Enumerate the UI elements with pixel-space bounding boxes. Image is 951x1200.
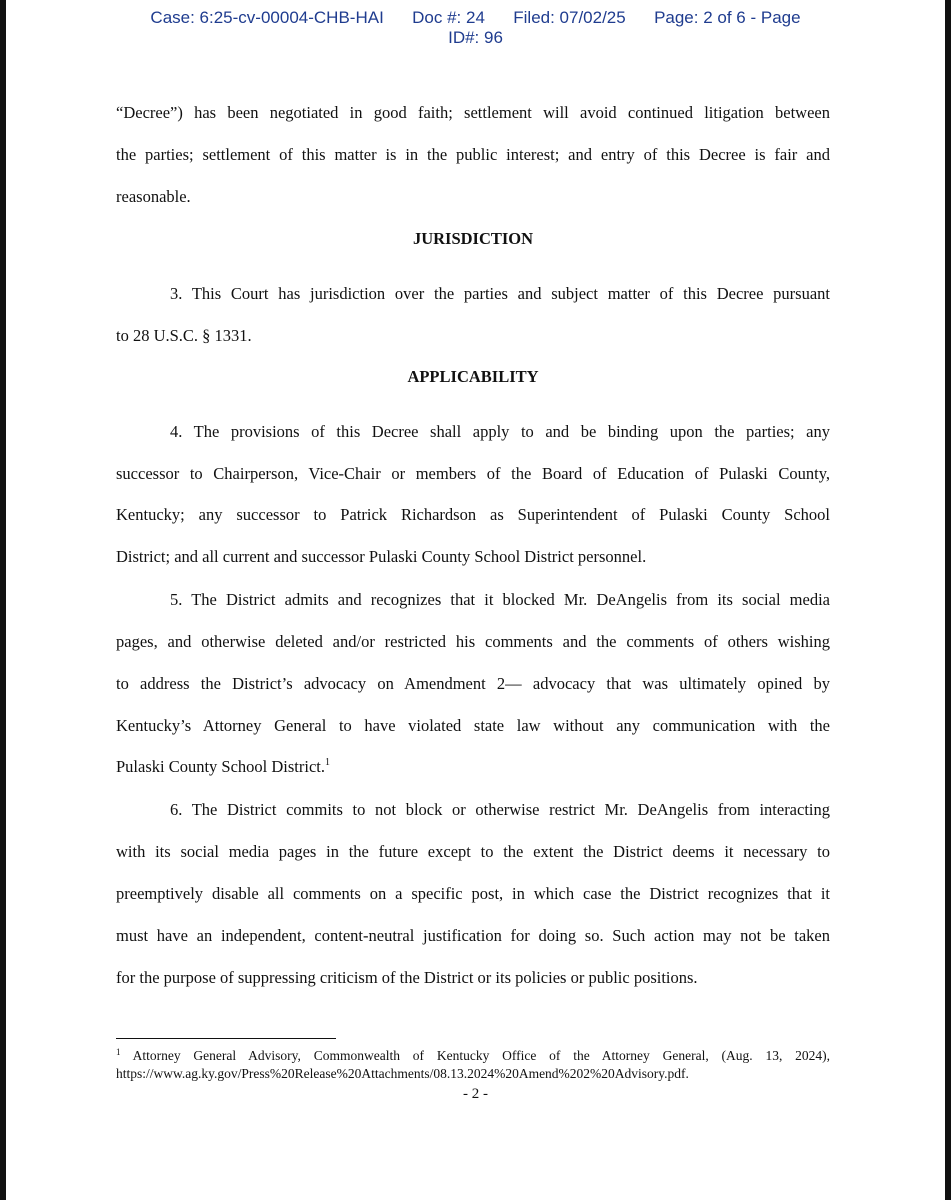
footnote-divider (116, 1038, 336, 1039)
ecf-doc-number: Doc #: 24 (412, 8, 485, 27)
ecf-filed-date: Filed: 07/02/25 (513, 8, 626, 27)
paragraph-4-line: District; and all current and successor Pulaski County School District personnel. (116, 547, 647, 566)
footnote-text: Attorney General Advisory, Commonwealth of Kentucky Office of the Attorney General, (Aug. 13, 2024), (132, 1048, 830, 1063)
paragraph-6-line: must have an independent, content-neutral justification for doing so. Such action may not be taken (116, 926, 830, 945)
paragraph-4-line: 4. The provisions of this Decree shall apply to and be binding upon the parties; any (170, 422, 830, 441)
paragraph-4-line: successor to Chairperson, Vice-Chair or members of the Board of Education of Pulaski County, (116, 464, 830, 483)
body-line: reasonable. (116, 187, 191, 206)
paragraph-5-line: Kentucky’s Attorney General to have violated state law without any communication with the (116, 716, 830, 735)
right-page-border (945, 0, 951, 1200)
paragraph-6-line: 6. The District commits to not block or otherwise restrict Mr. DeAngelis from interacting (170, 800, 830, 819)
paragraph-5-last-text: Pulaski County School District. (116, 757, 326, 776)
footnote-marker: 1 (116, 1047, 121, 1057)
paragraph-6-line: with its social media pages in the future except to the extent the District deems it necessary to (116, 842, 830, 861)
body-line: the parties; settlement of this matter is in the public interest; and entry of this Decree is fair and (116, 145, 830, 164)
paragraph-6-line: for the purpose of suppressing criticism of the District or its policies or public positions. (116, 968, 698, 987)
paragraph-3-line: to 28 U.S.C. § 1331. (116, 326, 252, 345)
paragraph-5-line (116, 756, 830, 778)
paragraph-5-line: 5. The District admits and recognizes that it blocked Mr. DeAngelis from its social media (170, 590, 830, 609)
footnote-url: https://www.ag.ky.gov/Press%20Release%20Attachments/08.13.2024%20Amend%202%20Advisory.pdf. (116, 1066, 689, 1081)
footnote-line (116, 1047, 830, 1065)
section-heading-jurisdiction: JURISDICTION (412, 229, 534, 248)
footnote-reference: 1 (325, 757, 331, 768)
ecf-header-row (6, 8, 945, 28)
paragraph-6-line: preemptively disable all comments on a specific post, in which case the District recognizes that it (116, 884, 830, 903)
ecf-case-number: Case: 6:25-cv-00004-CHB-HAI (150, 8, 384, 27)
paragraph-5-line: pages, and otherwise deleted and/or restricted his comments and the comments of others wishing (116, 632, 830, 651)
ecf-header (6, 8, 945, 48)
section-heading-applicability: APPLICABILITY (407, 367, 539, 386)
paragraph-3-line: 3. This Court has jurisdiction over the parties and subject matter of this Decree pursuant (170, 284, 830, 303)
ecf-page-info: Page: 2 of 6 - Page (654, 8, 801, 27)
body-line: “Decree”) has been negotiated in good faith; settlement will avoid continued litigation between (116, 103, 830, 122)
paragraph-5-line: to address the District’s advocacy on Amendment 2— advocacy that was ultimately opined by (116, 674, 830, 693)
paragraph-4-line: Kentucky; any successor to Patrick Richardson as Superintendent of Pulaski County School (116, 505, 830, 524)
ecf-page-id: ID#: 96 (448, 28, 503, 47)
page-number: - 2 - (463, 1086, 488, 1102)
document-page (6, 0, 945, 1200)
